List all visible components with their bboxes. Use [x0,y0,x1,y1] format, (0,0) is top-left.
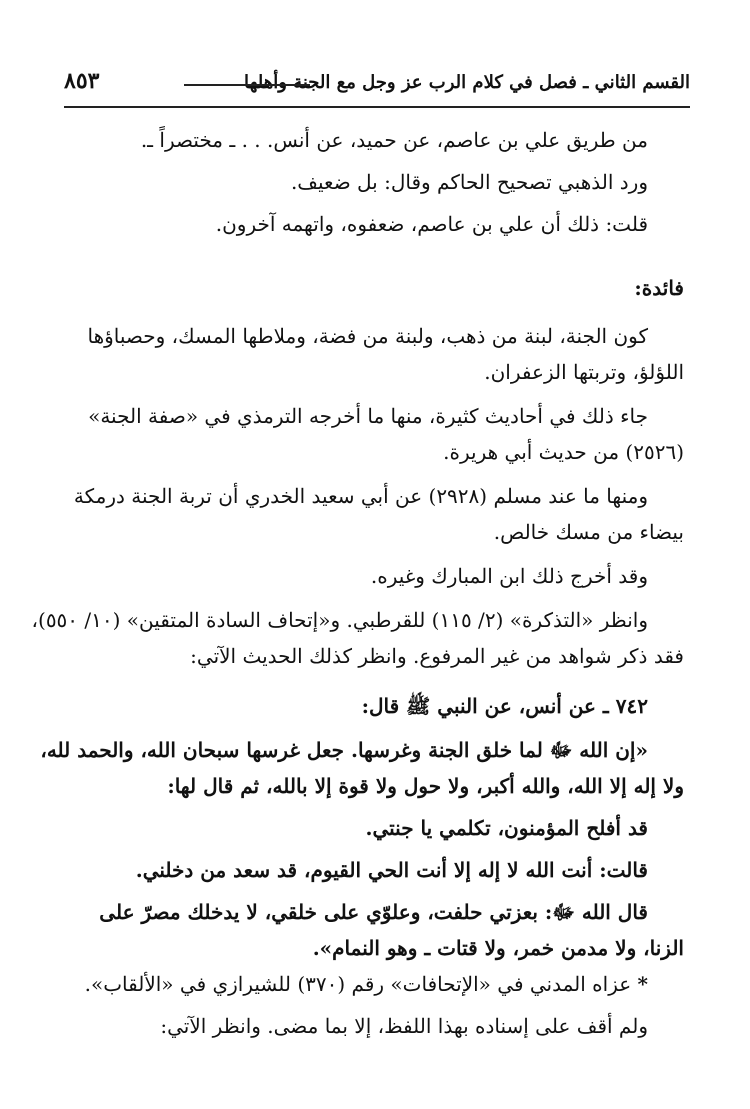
footnote-line [64,966,684,1002]
notes-section [64,966,684,1044]
hadith-line: ولا إله إلا الله، والله أكبر، ولا حول ولا قوة إلا بالله، ثم قال لها: [167,774,684,798]
running-header [64,62,690,108]
asterisk-icon: * [637,972,648,996]
page-number: ٨٥٣ [64,68,100,94]
footnote-text: عزاه المدني في «الإتحافات» رقم (٣٧٠) للشيرازي في «الألقاب». [84,972,632,996]
intro-paragraphs [64,122,684,242]
hadith-section [40,688,684,966]
paragraph-line: وقد أخرج ذلك ابن المبارك وغيره. [370,564,648,588]
intro-line: ورد الذهبي تصحيح الحاكم وقال: بل ضعيف. [290,170,648,194]
hadith-line: قالت: أنت الله لا إله إلا أنت الحي القيوم، قد سعد من دخلني. [135,858,648,882]
faida-title: فائدة: [634,276,684,300]
intro-line: قلت: ذلك أن علي بن عاصم، ضعفوه، واتهمه آخرون. [215,212,648,236]
paragraph-line: بيضاء من مسك خالص. [493,520,684,544]
hadith-line: الزنا، ولا مدمن خمر، ولا قتات ـ وهو النمام». [312,936,684,960]
header-rule [184,84,310,86]
footnote-line: ولم أقف على إسناده بهذا اللفظ، إلا بما مضى. وانظر الآتي: [160,1014,648,1038]
faida-section [31,270,684,674]
paragraph-line: ومنها ما عند مسلم (٢٩٢٨) عن أبي سعيد الخدري أن تربة الجنة درمكة [73,484,648,508]
hadith-heading: ٧٤٢ ـ عن أنس، عن النبي ﷺ قال: [361,694,648,718]
paragraph-line: فقد ذكر شواهد من غير المرفوع. وانظر كذلك الحديث الآتي: [190,644,684,668]
paragraph-line: كون الجنة، لبنة من ذهب، ولبنة من فضة، وملاطها المسك، وحصباؤها [87,324,648,348]
hadith-line: «إن الله ﷻ لما خلق الجنة وغرسها. جعل غرسها سبحان الله، والحمد لله، [40,738,648,762]
hadith-line: قال الله ﷻ: بعزتي حلفت، وعلوّي على خلقي، لا يدخلك مصرّ على [99,900,648,924]
intro-line: من طريق علي بن عاصم، عن حميد، عن أنس. . . ـ مختصراً ـ. [140,128,648,152]
paragraph-line: جاء ذلك في أحاديث كثيرة، منها ما أخرجه الترمذي في «صفة الجنة» [88,404,648,428]
hadith-line: قد أفلح المؤمنون، تكلمي يا جنتي. [365,816,648,840]
paragraph-line: وانظر «التذكرة» (٢/ ١١٥) للقرطبي. و«إتحاف السادة المتقين» (١٠/ ٥٥٠)، [31,608,648,632]
paragraph-line: اللؤلؤ، وتربتها الزعفران. [484,360,684,384]
header-title: القسم الثاني ـ فصل في كلام الرب عز وجل مع الجنة وأهلها [244,72,690,93]
paragraph-line: (٢٥٢٦) من حديث أبي هريرة. [443,440,684,464]
